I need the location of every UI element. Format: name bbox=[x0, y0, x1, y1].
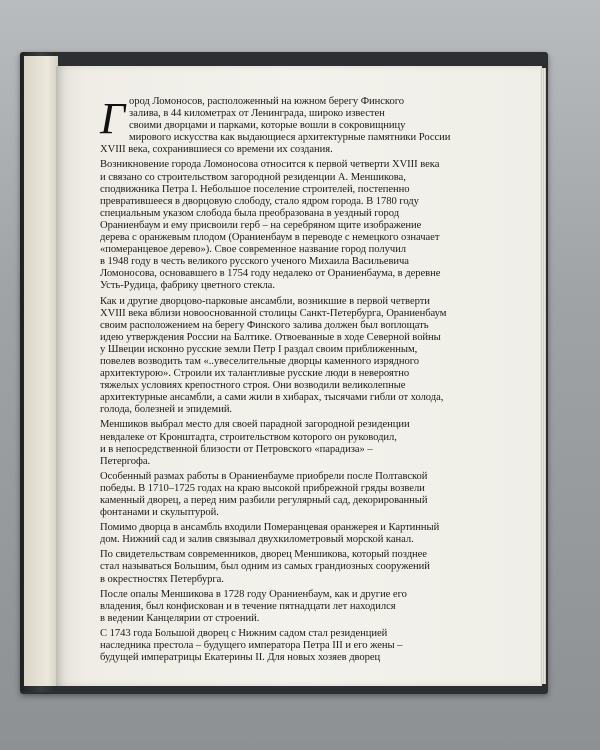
paragraph-8: После опалы Меншикова в 1728 году Ораниенбаум, как и другие его владения, был конфискован и в течение пятнадцати лет находился в ведении Канцелярии от строений. bbox=[100, 588, 407, 624]
page-text bbox=[100, 96, 470, 667]
paragraph-5: Особенный размах работы в Ораниенбауме приобрели после Полтавской победы. В 1710–1725 годах на краю высокой прибрежной гряды возвели каменный дворец, а перед ним разбили регулярный сад, декорированный фонтанами и скульптурой. bbox=[100, 470, 428, 519]
paragraph-7: По свидетельствам современников, дворец Меншикова, который позднее стал называться Большим, был одним из самых грандиозных сооружений в окрестностях Петербурга. bbox=[100, 549, 430, 585]
paragraph-6: Помимо дворца в ансамбль входили Померанцевая оранжерея и Картинный дом. Нижний сад и залив связывал двухкилометровый морской канал. bbox=[100, 522, 440, 546]
drop-cap: Г bbox=[100, 94, 125, 143]
paragraph-2: Возникновение города Ломоносова относится к первой четверти XVIII века и связано со строительством загородной резиденции А. Меншикова, сподвижника Петра I. Небольшое поселение строителей, постепенно превратившееся в дворцовую слободу, стало ядром города. В 1780 году специальным указом слобода была преобразована в уездный город Ораниенбаум и ему присвоили герб – на серебряном щите изображение дерева с оранжевым плодом (Ораниенбаум в переводе с немецкого означает «померанцевое дерево»). Свое современное название город получил в 1948 году в честь великого русского ученого Михаила Васильевича Ломоносова, основавшего в 1754 году недалеко от Ораниенбаума, в деревне Усть-Рудица, фабрику цветного стекла. bbox=[100, 159, 441, 292]
page-edges bbox=[540, 68, 546, 684]
paragraph-4: Меншиков выбрал место для своей парадной загородной резиденции невдалеке от Кронштадта, строительством которого он руководил, и в непосредственной близости от Петровского «парадиза» – Петергофа. bbox=[100, 419, 410, 467]
paragraph-1-text: ород Ломоносов, расположенный на южном берегу Финского залива, в 44 километрах от Ленинграда, широко известен своими дворцами и парками, которые вошли в сокровищницу мирового искусства как выдающиеся архитектурные памятники России XVIII века, сохранившиеся со времени их создания. bbox=[100, 96, 451, 156]
paragraph-9: С 1743 года Большой дворец с Нижним садом стал резиденцией наследника престола – будущего императора Петра III и его жены – будущей императрицы Екатерины II. Для новых хозяев дворец bbox=[100, 627, 403, 664]
left-endpaper bbox=[24, 56, 58, 686]
paragraph-3: Как и другие дворцово-парковые ансамбли, возникшие в первой четверти XVIII века вблизи новооснованной столицы Санкт-Петербурга, Ораниенбаум своим расположением на берегу Финского залива должен был воплощать идею утверждения России на Балтике. Отвоеванные в ходе Северной войны у Швеции исконно русские земли Петр I раздал своим приближенным, повелев возводить там «..увеселительные дворцы каменного изрядного архитектурою». Строили их талантливые русские люди в невероятно тяжелых условиях крепостного строя. Они возводили великолепные архитектурные ансамбли, а сами жили в хибарах, тысячами гибли от холода, голода, болезней и эпидемий. bbox=[100, 295, 447, 416]
paragraph-1 bbox=[100, 96, 470, 156]
